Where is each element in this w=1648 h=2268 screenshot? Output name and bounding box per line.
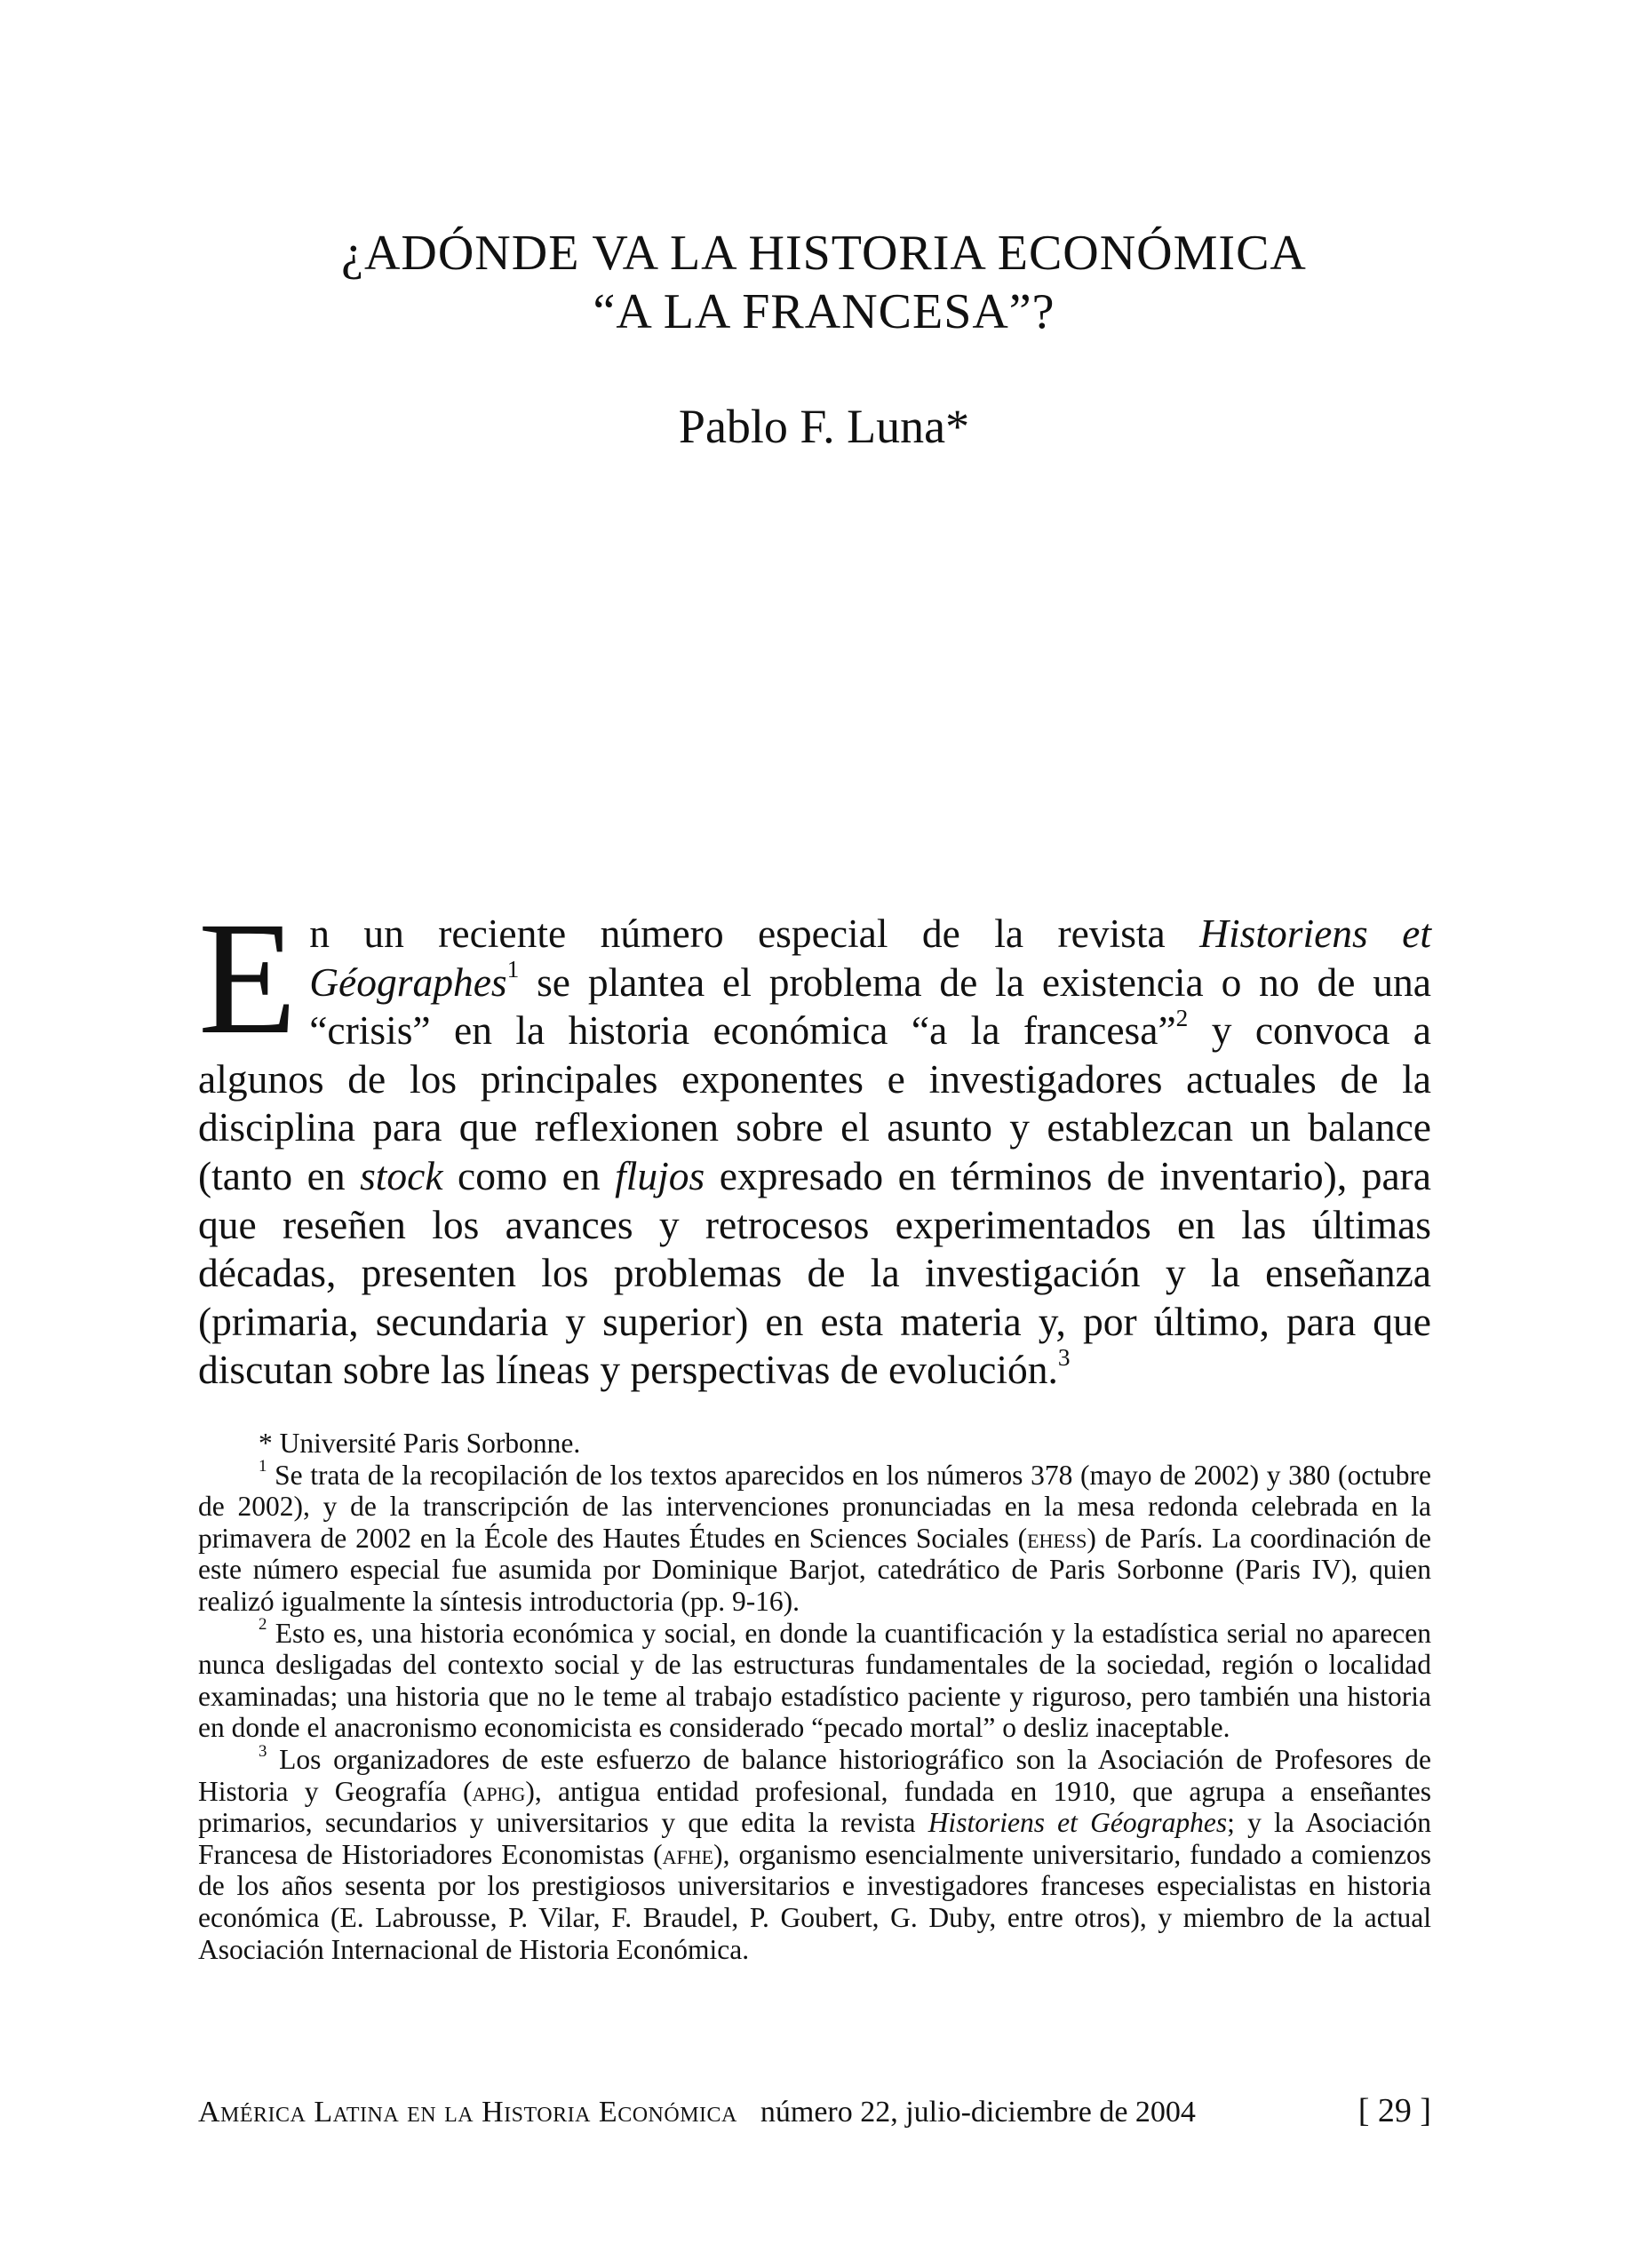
- footnote-2-number: 2: [259, 1615, 267, 1635]
- footnote-ref-3: 3: [1057, 1344, 1071, 1372]
- footnote-2-text: Esto es, una historia económica y social, en donde la cuantificación y la estadística serial no aparecen nunca desligadas del contexto social y de las estructuras fundamentales de la sociedad, región o localidad examinadas; una historia que no le teme al trabajo estadístico paciente y riguroso, pero también una historia en donde el anacronismo economicista es considerado “pecado mortal” o desliz inaceptable.: [198, 1617, 1431, 1744]
- footnote-1-abbr: ehess: [1027, 1522, 1087, 1554]
- journal-name: América Latina en la Historia Económica: [198, 2096, 737, 2129]
- footnote-1: [198, 1457, 1431, 1618]
- footnote-affiliation: * Université Paris Sorbonne.: [259, 1428, 581, 1459]
- footnote-3: [198, 1741, 1432, 1965]
- body-text-3: y convoca a algunos de los principales exponentes e investigadores actuales de la disciplina para que reflexionen sobre el asunto y establezcan un balance (tanto en: [198, 1007, 1431, 1198]
- stock-term: stock: [360, 1152, 443, 1198]
- footnotes: [198, 1428, 1431, 1965]
- footnote-3-text-a: Los organizadores de este esfuerzo de balance historiográfico son la Asociación de Profesores de Historia y Geografía (: [198, 1743, 1431, 1807]
- footnote-1-text-a: Se trata de la recopilación de los textos aparecidos en los números 378 (mayo de 2002) y 380 (octubre de 2002), y de la transcripción de las intervenciones pronunciadas en la mesa redonda celebrada en la primavera de 2002 en la École des Hautes Études en Sciences Sociales (: [198, 1459, 1431, 1554]
- footnote-2: [198, 1615, 1431, 1744]
- footnote-3-journal: Historiens et Géographes: [927, 1807, 1228, 1839]
- footnote-3-abbr-2: afhe: [662, 1838, 714, 1870]
- footnote-ref-2: 2: [1175, 1004, 1189, 1031]
- page-number: [ 29 ]: [1357, 2092, 1431, 2129]
- author-name: Pablo F. Luna*: [678, 400, 970, 453]
- drop-cap: E: [198, 889, 298, 1068]
- body-text-1: n un reciente número especial de la revista: [309, 911, 1200, 956]
- title-line-1: ¿ADÓNDE VA LA HISTORIA ECONÓMICA: [341, 226, 1307, 281]
- footnote-3-text-b: ), antigua entidad profesional, fundada en 1910, que agrupa a enseñantes primarios, secundarios y universitarios y que edita la revista: [198, 1775, 1431, 1839]
- body-paragraph: [198, 889, 1431, 1395]
- journal-title: Historiens et Géographes: [309, 911, 1431, 1005]
- footnote-3-text-c: ; y la Asociación Francesa de Historiadores Economistas (: [198, 1807, 1431, 1870]
- footnote-3-abbr-1: aphg: [472, 1775, 526, 1807]
- footnote-3-text-d: ), organismo esencialmente universitario, fundado a comienzos de los años sesenta por los prestigiosos universitarios e investigadores franceses especialistas en historia económica (E. Labrousse, P. Vilar, F. Braudel, P. Goubert, G. Duby, entre otros), y miembro de la actual Asociación Internacional de Historia Económica.: [198, 1838, 1432, 1965]
- article-title: [0, 224, 1648, 341]
- page-footer: [198, 2093, 1431, 2130]
- issue-info: número 22, julio-diciembre de 2004: [760, 2096, 1196, 2129]
- body-text-2: se plantea el problema de la existencia o no de una “crisis” en la historia económica “a la francesa”: [309, 959, 1431, 1054]
- footnote-ref-1: 1: [506, 956, 520, 983]
- footnote-1-number: 1: [259, 1457, 267, 1476]
- footnote-3-number: 3: [259, 1741, 267, 1761]
- body-text-5: expresado en términos de inventario), para que reseñen los avances y retrocesos experimentados en las últimas décadas, presenten los problemas de la investigación y la enseñanza (primaria, secundaria y superior) en esta materia y, por último, para que discutan sobre las líneas y perspectivas de evolución.: [198, 1152, 1431, 1393]
- footnote-1-text-b: ) de París. La coordinación de este número especial fue asumida por Dominique Barjot, catedrático de Paris Sorbonne (Paris IV), quien realizó igualmente la síntesis introductoria (pp. 9-16).: [198, 1522, 1431, 1617]
- title-line-2: “A LA FRANCESA”?: [593, 284, 1055, 339]
- body-text-4: como en: [442, 1152, 616, 1198]
- flujos-term: flujos: [615, 1152, 705, 1198]
